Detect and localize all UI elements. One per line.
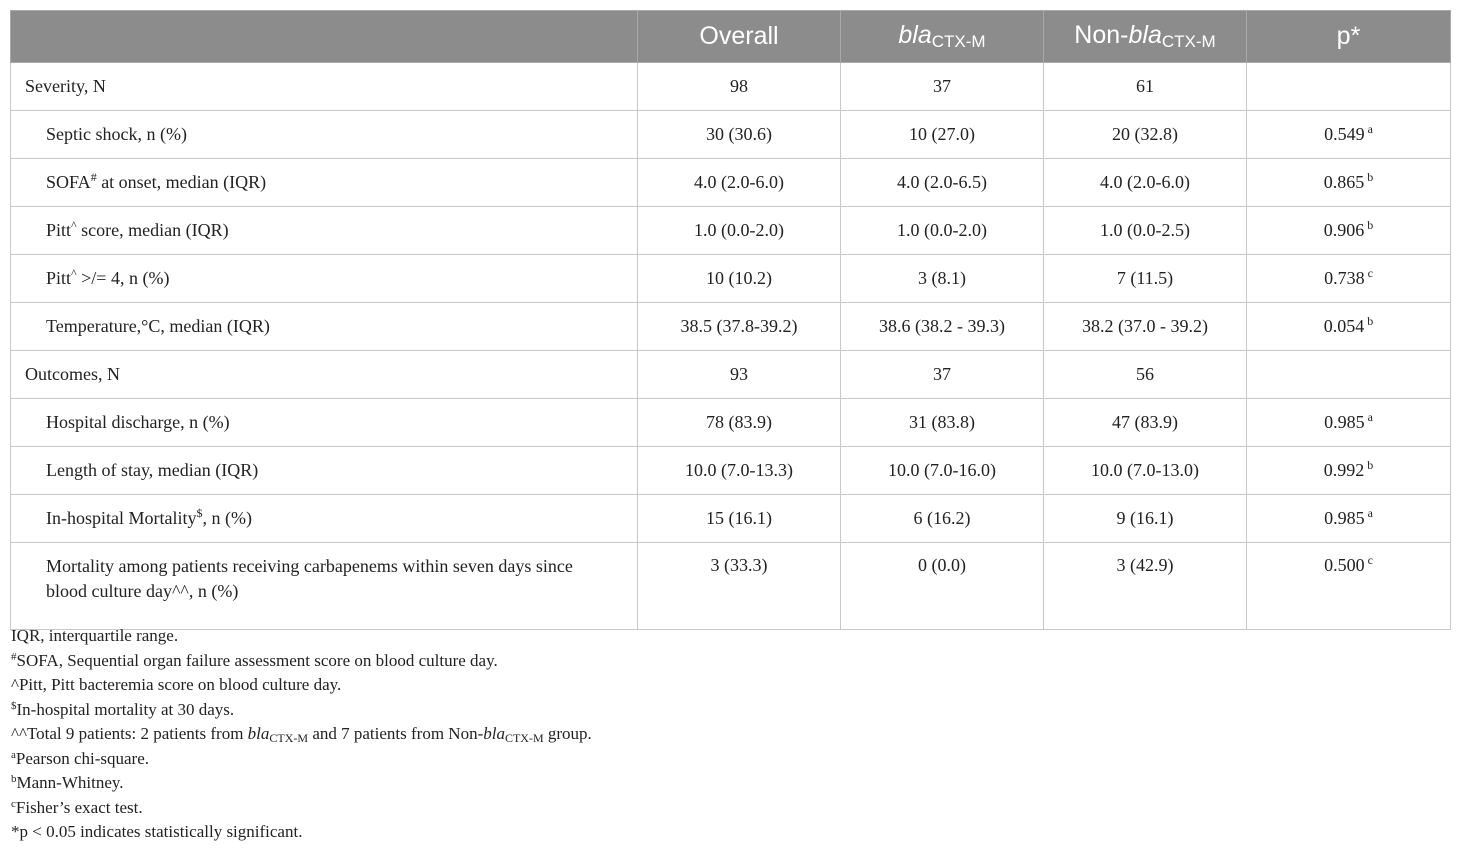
cell-bla: 37 [841, 351, 1044, 399]
footnote-text: SOFA, Sequential organ failure assessment score on blood culture day. [16, 650, 498, 670]
footnote-a [11, 747, 1441, 772]
footnote-text: Mann-Whitney. [16, 773, 124, 792]
cell-non-bla: 3 (42.9) [1044, 543, 1247, 630]
header-overall: Overall [638, 11, 841, 63]
row-label [11, 255, 638, 303]
p-value: 0.549 [1324, 124, 1365, 144]
footnote-mortality [11, 698, 1441, 723]
footnote-text: Pearson chi-square. [15, 748, 150, 768]
cell-overall: 98 [638, 63, 841, 111]
cell-overall: 30 (30.6) [638, 111, 841, 159]
row-label-text-suffix: , n (%) [202, 508, 252, 528]
cell-non-bla: 1.0 (0.0-2.5) [1044, 207, 1247, 255]
p-value: 0.054 [1323, 316, 1365, 336]
footnote-b [11, 771, 1441, 796]
cell-p-value [1247, 495, 1451, 543]
table-row [11, 255, 1451, 303]
footnote-total-patients [11, 722, 1441, 747]
cell-p-value [1247, 447, 1451, 495]
footnote-pitt: ^Pitt, Pitt bacteremia score on blood culture day. [11, 675, 342, 694]
p-value-superscript: a [1367, 122, 1373, 136]
cell-non-bla: 20 (32.8) [1044, 111, 1247, 159]
p-value: 0.985 [1324, 508, 1365, 528]
results-table-container [10, 10, 1450, 630]
row-label-text: In-hospital Mortality [46, 508, 197, 528]
cell-p-value [1247, 255, 1451, 303]
table-row [11, 447, 1451, 495]
cell-p-value [1247, 159, 1451, 207]
footnote-text: ^^Total 9 patients: 2 patients from [11, 724, 248, 743]
p-value: 0.985 [1324, 412, 1365, 432]
row-label: Length of stay, median (IQR) [11, 447, 638, 495]
row-label-superscript: ^ [71, 218, 77, 232]
footnote-subscript: CTX-M [504, 731, 544, 745]
footnote-symbol: b [11, 773, 17, 785]
cell-bla: 10.0 (7.0-16.0) [841, 447, 1044, 495]
p-value-superscript: c [1367, 266, 1373, 280]
p-value-superscript: b [1367, 314, 1374, 328]
table-row [11, 351, 1451, 399]
footnote-bla-italic: bla [483, 724, 505, 743]
row-label-text: Pitt [46, 268, 72, 288]
cell-non-bla: 38.2 (37.0 - 39.2) [1044, 303, 1247, 351]
footnote-iqr: IQR, interquartile range. [11, 626, 179, 645]
cell-p-value [1247, 543, 1451, 630]
table-row [11, 63, 1451, 111]
cell-bla: 0 (0.0) [841, 543, 1044, 630]
row-label-text-suffix: >/= 4, n (%) [76, 268, 170, 288]
cell-overall: 3 (33.3) [638, 543, 841, 630]
cell-overall: 10.0 (7.0-13.3) [638, 447, 841, 495]
cell-overall: 4.0 (2.0-6.0) [638, 159, 841, 207]
table-body [11, 63, 1451, 630]
cell-p-value [1247, 303, 1451, 351]
table-row [11, 159, 1451, 207]
header-non-prefix: Non- [1074, 21, 1129, 49]
cell-p-value [1247, 351, 1451, 399]
cell-overall: 93 [638, 351, 841, 399]
row-label-superscript: $ [196, 506, 203, 520]
cell-p-value [1247, 399, 1451, 447]
footnote-subscript: CTX-M [269, 731, 309, 745]
cell-non-bla: 10.0 (7.0-13.0) [1044, 447, 1247, 495]
header-non-bla-subscript: CTX-M [1161, 32, 1216, 51]
cell-p-value [1247, 111, 1451, 159]
header-bla-subscript: CTX-M [931, 32, 986, 51]
footnote-symbol: # [11, 650, 17, 663]
cell-p-value [1247, 63, 1451, 111]
cell-p-value [1247, 207, 1451, 255]
row-label: Severity, N [11, 63, 638, 111]
footnote-text: In-hospital mortality at 30 days. [16, 699, 235, 719]
cell-overall: 78 (83.9) [638, 399, 841, 447]
cell-bla: 38.6 (38.2 - 39.3) [841, 303, 1044, 351]
cell-overall: 15 (16.1) [638, 495, 841, 543]
cell-bla: 6 (16.2) [841, 495, 1044, 543]
cell-bla: 31 (83.8) [841, 399, 1044, 447]
row-label: Outcomes, N [11, 351, 638, 399]
p-value: 0.738 [1324, 268, 1365, 288]
row-label-text-suffix: score, median (IQR) [76, 220, 229, 240]
cell-bla: 3 (8.1) [841, 255, 1044, 303]
footnote-text: group. [543, 724, 592, 743]
row-label: Temperature,°C, median (IQR) [11, 303, 638, 351]
footnote-c [11, 796, 1441, 821]
cell-overall: 38.5 (37.8-39.2) [638, 303, 841, 351]
cell-bla: 10 (27.0) [841, 111, 1044, 159]
cell-bla: 4.0 (2.0-6.5) [841, 159, 1044, 207]
header-non-bla [1044, 11, 1247, 63]
cell-non-bla: 56 [1044, 351, 1247, 399]
row-label-superscript: ^ [71, 266, 77, 280]
table-row [11, 303, 1451, 351]
cell-bla: 37 [841, 63, 1044, 111]
footnote-symbol: c [11, 797, 16, 810]
p-value-superscript: b [1367, 170, 1374, 184]
p-value: 0.992 [1323, 460, 1365, 480]
cell-non-bla: 9 (16.1) [1044, 495, 1247, 543]
table-row [11, 111, 1451, 159]
row-label-text: SOFA [46, 172, 91, 192]
cell-bla: 1.0 (0.0-2.0) [841, 207, 1044, 255]
footnote-symbol: $ [11, 699, 17, 712]
row-label-text-suffix: at onset, median (IQR) [96, 172, 267, 192]
row-label: Hospital discharge, n (%) [11, 399, 638, 447]
row-label [11, 207, 638, 255]
footnote-significance: *p < 0.05 indicates statistically significant. [11, 822, 303, 841]
footnote-text: Fisher’s exact test. [15, 797, 143, 817]
table-header [11, 11, 1451, 63]
results-table [10, 10, 1451, 630]
p-value-superscript: a [1367, 410, 1373, 424]
table-row [11, 399, 1451, 447]
table-row [11, 495, 1451, 543]
cell-overall: 1.0 (0.0-2.0) [638, 207, 841, 255]
footnote-sofa [11, 649, 1441, 674]
row-label: Septic shock, n (%) [11, 111, 638, 159]
cell-non-bla: 61 [1044, 63, 1247, 111]
p-value: 0.906 [1323, 220, 1365, 240]
row-label [11, 495, 638, 543]
row-label-text: Pitt [46, 220, 72, 240]
p-value-superscript: b [1367, 458, 1374, 472]
row-label [11, 159, 638, 207]
p-value-superscript: c [1367, 553, 1373, 567]
header-variable [11, 11, 638, 63]
footnote-bla-italic: bla [247, 724, 270, 743]
header-non-bla-italic: bla [1128, 21, 1162, 49]
footnote-text: and 7 patients from Non- [308, 724, 484, 743]
table-row [11, 207, 1451, 255]
footnote-symbol: a [11, 748, 16, 761]
row-label: Mortality among patients receiving carbapenems within seven days since blood culture day^^, n (%) [11, 543, 638, 630]
header-row [11, 11, 1451, 63]
table-row [11, 543, 1451, 630]
cell-non-bla: 4.0 (2.0-6.0) [1044, 159, 1247, 207]
p-value-superscript: b [1367, 218, 1374, 232]
header-bla [841, 11, 1044, 63]
header-p-value: p* [1247, 11, 1451, 63]
table-footnotes [11, 624, 1441, 845]
p-value-superscript: a [1367, 506, 1373, 520]
cell-overall: 10 (10.2) [638, 255, 841, 303]
cell-non-bla: 7 (11.5) [1044, 255, 1247, 303]
row-label-superscript: # [90, 170, 97, 184]
cell-non-bla: 47 (83.9) [1044, 399, 1247, 447]
p-value: 0.500 [1324, 555, 1365, 575]
header-bla-prefix: bla [898, 21, 932, 49]
p-value: 0.865 [1323, 172, 1365, 192]
